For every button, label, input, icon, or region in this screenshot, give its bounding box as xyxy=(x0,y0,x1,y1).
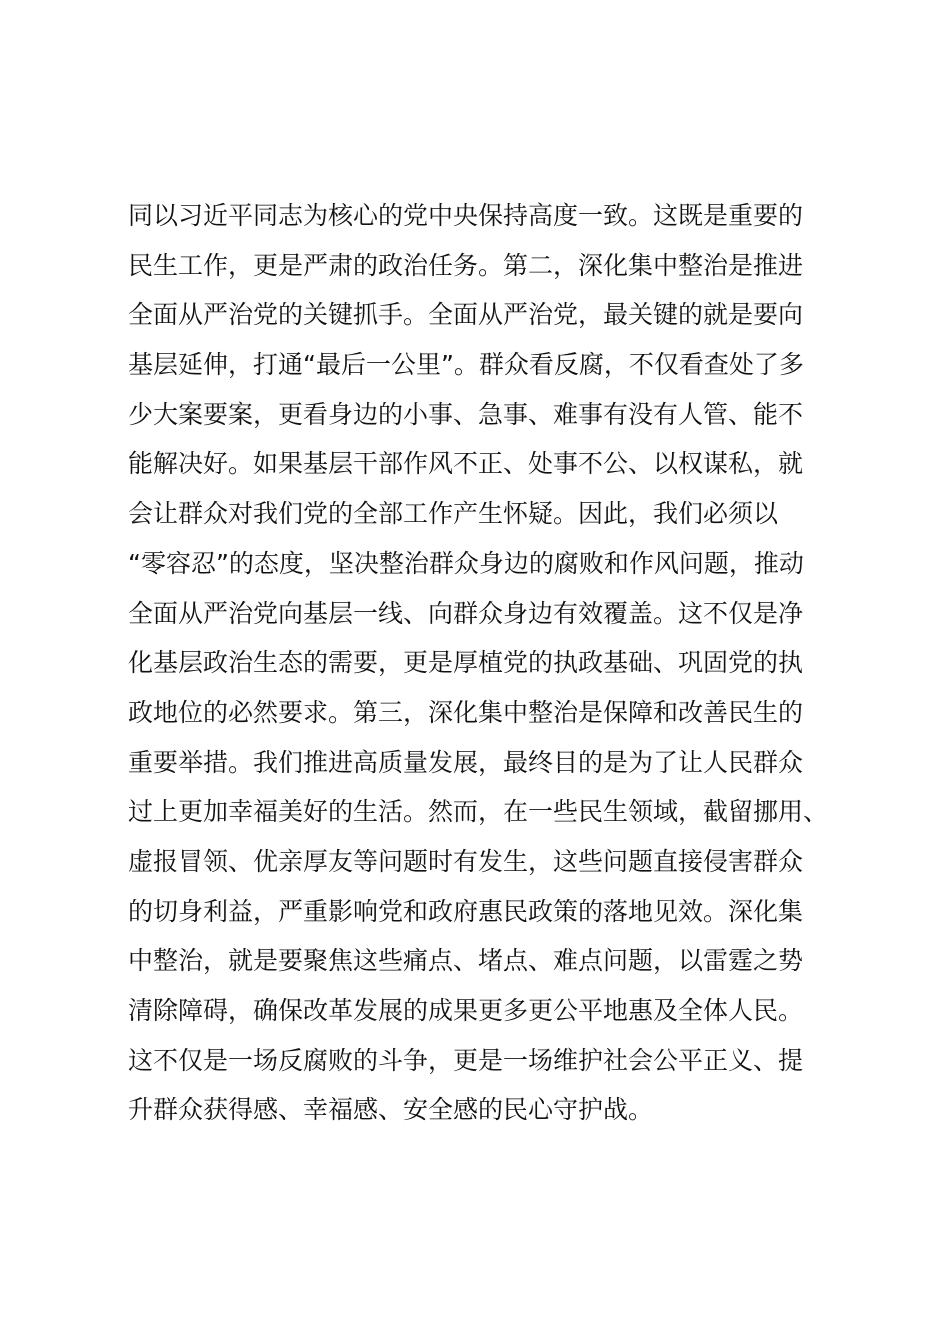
text-line: 民生工作，更是严肃的政治任务。第二，深化集中整治是推进 xyxy=(128,250,804,280)
text-line: 清除障碍，确保改革发展的成果更多更公平地惠及全体人民。 xyxy=(128,996,804,1025)
text-line: 过上更加幸福美好的生活。然而，在一些民生领域，截留挪用、 xyxy=(128,797,829,827)
text-line: 全面从严治党向基层一线、向群众身边有效覆盖。这不仅是净 xyxy=(128,598,804,628)
text-line: 化基层政治生态的需要，更是厚植党的执政基础、巩固党的执 xyxy=(128,648,804,678)
text-line: “零容忍”的态度，坚决整治群众身边的腐败和作风问题，推动 xyxy=(128,548,804,578)
text-line: 同以习近平同志为核心的党中央保持高度一致。这既是重要的 xyxy=(128,201,804,230)
text-line: 少大案要案，更看身边的小事、急事、难事有没有人管、能不 xyxy=(128,399,804,429)
text-line: 基层延伸，打通“最后一公里”。群众看反腐，不仅看查处了多 xyxy=(128,350,804,380)
text-line: 这不仅是一场反腐败的斗争，更是一场维护社会公平正义、提 xyxy=(128,1045,804,1075)
text-line: 升群众获得感、幸福感、安全感的民心守护战。 xyxy=(128,1095,654,1125)
text-line: 会让群众对我们党的全部工作产生怀疑。因此，我们必须以 xyxy=(128,499,779,529)
text-line: 政地位的必然要求。第三，深化集中整治是保障和改善民生的 xyxy=(128,697,804,727)
text-line: 能解决好。如果基层干部作风不正、处事不公、以权谋私，就 xyxy=(128,449,804,479)
text-line: 的切身利益，严重影响党和政府惠民政策的落地见效。深化集 xyxy=(128,896,804,926)
text-line: 全面从严治党的关键抓手。全面从严治党，最关键的就是要向 xyxy=(128,300,804,330)
text-line: 中整治，就是要聚焦这些痛点、堵点、难点问题，以雷霆之势 xyxy=(128,946,804,976)
text-line: 虚报冒领、优亲厚友等问题时有发生，这些问题直接侵害群众 xyxy=(128,846,804,876)
body-paragraph xyxy=(128,191,848,1135)
text-line: 重要举措。我们推进高质量发展，最终目的是为了让人民群众 xyxy=(128,747,804,777)
